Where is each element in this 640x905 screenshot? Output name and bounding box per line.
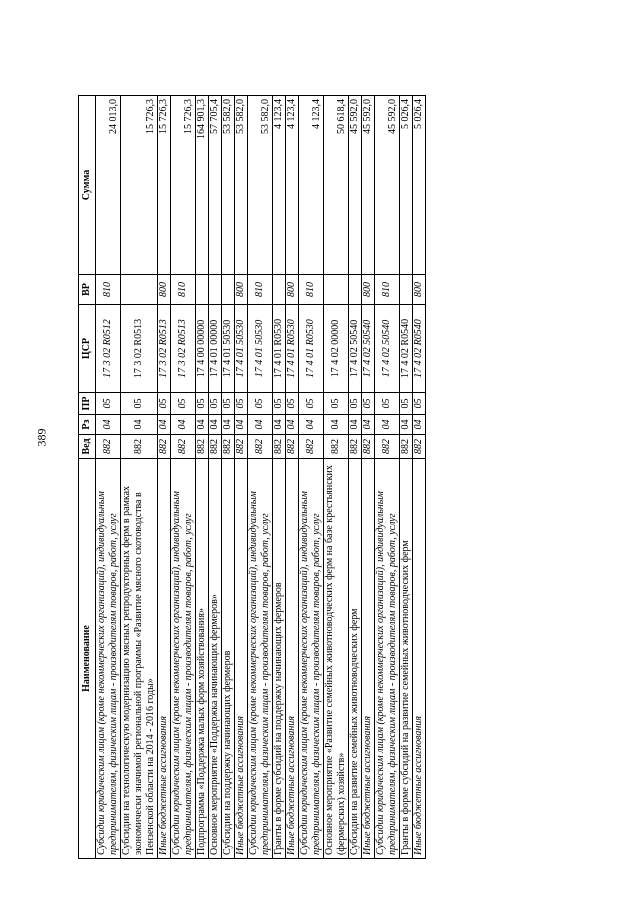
table-row xyxy=(171,96,196,859)
cell-pr: 05 xyxy=(299,393,324,415)
cell-vr: 810 xyxy=(375,275,400,305)
cell-name: Иные бюджетные ассигнования xyxy=(235,459,248,859)
header-csr: ЦСР xyxy=(79,305,96,393)
cell-csr: 17 4 01 R0530 xyxy=(299,305,324,393)
cell-rz: 04 xyxy=(235,415,248,435)
cell-pr: 05 xyxy=(349,393,362,415)
cell-sum: 15 726,3 xyxy=(171,96,196,275)
table-row xyxy=(299,96,324,859)
cell-rz: 04 xyxy=(196,415,209,435)
cell-csr: 17 4 01 50530 xyxy=(222,305,235,393)
table-row xyxy=(209,96,222,859)
cell-vr xyxy=(209,275,222,305)
cell-csr: 17 4 02 50540 xyxy=(349,305,362,393)
cell-rz: 04 xyxy=(209,415,222,435)
cell-ved: 882 xyxy=(375,435,400,459)
cell-pr: 05 xyxy=(324,393,349,415)
cell-csr: 17 3 02 R0513 xyxy=(158,305,171,393)
cell-ved: 882 xyxy=(286,435,299,459)
header-sum: Сумма xyxy=(79,96,96,275)
header-rz: Рз xyxy=(79,415,96,435)
cell-csr: 17 4 02 R0540 xyxy=(400,305,413,393)
cell-sum: 15 726,3 xyxy=(121,96,158,275)
cell-pr: 05 xyxy=(121,393,158,415)
cell-rz: 04 xyxy=(222,415,235,435)
cell-ved: 882 xyxy=(349,435,362,459)
cell-csr: 17 4 01 00000 xyxy=(209,305,222,393)
table-row xyxy=(222,96,235,859)
cell-vr: 810 xyxy=(299,275,324,305)
cell-pr: 05 xyxy=(248,393,273,415)
cell-name: Субсидии юридическим лицам (кроме некоммерческих организаций), индивидуальным предпринимателям, физическим лицам - производителям товаров, работ, услуг xyxy=(248,459,273,859)
cell-name: Иные бюджетные ассигнования xyxy=(286,459,299,859)
cell-sum: 50 618,4 xyxy=(324,96,349,275)
cell-rz: 04 xyxy=(299,415,324,435)
cell-pr: 05 xyxy=(222,393,235,415)
cell-sum: 4 123,4 xyxy=(299,96,324,275)
cell-rz: 04 xyxy=(400,415,413,435)
budget-table xyxy=(78,95,426,859)
cell-ved: 882 xyxy=(273,435,286,459)
cell-ved: 882 xyxy=(299,435,324,459)
table-row xyxy=(375,96,400,859)
cell-pr: 05 xyxy=(375,393,400,415)
table-row xyxy=(196,96,209,859)
table-row xyxy=(413,96,426,859)
cell-rz: 04 xyxy=(375,415,400,435)
cell-vr xyxy=(273,275,286,305)
cell-csr: 17 4 02 R0540 xyxy=(413,305,426,393)
cell-ved: 882 xyxy=(324,435,349,459)
table-row xyxy=(324,96,349,859)
cell-sum: 164 901,3 xyxy=(196,96,209,275)
cell-pr: 05 xyxy=(209,393,222,415)
cell-ved: 882 xyxy=(248,435,273,459)
cell-name: Субсидии юридическим лицам (кроме некоммерческих организаций), индивидуальным предпринимателям, физическим лицам - производителям товаров, работ, услуг xyxy=(96,459,121,859)
cell-csr: 17 4 02 00000 xyxy=(324,305,349,393)
cell-sum: 15 726,3 xyxy=(158,96,171,275)
cell-rz: 04 xyxy=(273,415,286,435)
cell-vr: 800 xyxy=(235,275,248,305)
cell-csr: 17 4 02 50540 xyxy=(375,305,400,393)
cell-name: Иные бюджетные ассигнования xyxy=(362,459,375,859)
cell-rz: 04 xyxy=(121,415,158,435)
cell-csr: 17 4 01 50530 xyxy=(248,305,273,393)
cell-rz: 04 xyxy=(362,415,375,435)
cell-rz: 04 xyxy=(248,415,273,435)
cell-sum: 53 582,0 xyxy=(222,96,235,275)
cell-sum: 5 026,4 xyxy=(400,96,413,275)
cell-ved: 882 xyxy=(400,435,413,459)
cell-csr: 17 4 02 50540 xyxy=(362,305,375,393)
cell-sum: 4 123,4 xyxy=(286,96,299,275)
cell-vr: 810 xyxy=(248,275,273,305)
cell-pr: 05 xyxy=(158,393,171,415)
cell-sum: 5 026,4 xyxy=(413,96,426,275)
cell-csr: 17 3 02 R0513 xyxy=(121,305,158,393)
cell-vr xyxy=(121,275,158,305)
table-row xyxy=(235,96,248,859)
table-row xyxy=(273,96,286,859)
cell-ved: 882 xyxy=(158,435,171,459)
cell-name: Гранты в форме субсидий на развитие семейных животноводческих ферм xyxy=(400,459,413,859)
cell-ved: 882 xyxy=(209,435,222,459)
cell-name: Иные бюджетные ассигнования xyxy=(413,459,426,859)
cell-rz: 04 xyxy=(413,415,426,435)
cell-vr: 800 xyxy=(286,275,299,305)
table-row xyxy=(96,96,121,859)
header-ved: Вед xyxy=(79,435,96,459)
cell-pr: 05 xyxy=(273,393,286,415)
cell-rz: 04 xyxy=(324,415,349,435)
cell-csr: 17 4 01 R0530 xyxy=(286,305,299,393)
cell-sum: 53 582,0 xyxy=(248,96,273,275)
cell-name: Основное мероприятие «Развитие семейных животноводческих ферм на базе крестьянских (фермерских) хозяйств» xyxy=(324,459,349,859)
cell-sum: 24 013,0 xyxy=(96,96,121,275)
cell-sum: 53 582,0 xyxy=(235,96,248,275)
table-row xyxy=(121,96,158,859)
cell-vr xyxy=(324,275,349,305)
cell-ved: 882 xyxy=(235,435,248,459)
table-row xyxy=(248,96,273,859)
cell-pr: 05 xyxy=(96,393,121,415)
cell-pr: 05 xyxy=(362,393,375,415)
cell-vr xyxy=(222,275,235,305)
table-row xyxy=(286,96,299,859)
cell-name: Субсидии на развитие семейных животноводческих ферм xyxy=(349,459,362,859)
table-row xyxy=(349,96,362,859)
cell-pr: 05 xyxy=(413,393,426,415)
rotated-table-container xyxy=(78,96,426,859)
cell-name: Субсидии на поддержку начинающих фермеров xyxy=(222,459,235,859)
cell-name: Гранты в форме субсидий на поддержку начинающих фермеров xyxy=(273,459,286,859)
table-row xyxy=(362,96,375,859)
header-vr: ВР xyxy=(79,275,96,305)
cell-name: Субсидии юридическим лицам (кроме некоммерческих организаций), индивидуальным предпринимателям, физическим лицам - производителям товаров, работ, услуг xyxy=(375,459,400,859)
cell-vr: 800 xyxy=(362,275,375,305)
cell-rz: 04 xyxy=(96,415,121,435)
cell-csr: 17 4 01 50530 xyxy=(235,305,248,393)
cell-vr xyxy=(196,275,209,305)
cell-csr: 17 4 00 00000 xyxy=(196,305,209,393)
cell-vr: 800 xyxy=(158,275,171,305)
cell-rz: 04 xyxy=(171,415,196,435)
cell-pr: 05 xyxy=(171,393,196,415)
cell-pr: 05 xyxy=(400,393,413,415)
cell-ved: 882 xyxy=(222,435,235,459)
cell-sum: 4 123,4 xyxy=(273,96,286,275)
cell-pr: 05 xyxy=(235,393,248,415)
cell-vr xyxy=(400,275,413,305)
cell-rz: 04 xyxy=(349,415,362,435)
table-row xyxy=(158,96,171,859)
cell-vr: 810 xyxy=(96,275,121,305)
table-body xyxy=(96,96,426,859)
cell-sum: 57 705,4 xyxy=(209,96,222,275)
cell-name: Подпрограмма «Поддержка малых форм хозяйствования» xyxy=(196,459,209,859)
cell-sum: 45 592,0 xyxy=(349,96,362,275)
cell-name: Субсидии юридическим лицам (кроме некоммерческих организаций), индивидуальным предпринимателям, физическим лицам - производителям товаров, работ, услуг xyxy=(171,459,196,859)
cell-rz: 04 xyxy=(158,415,171,435)
header-name: Наименование xyxy=(79,459,96,859)
cell-ved: 882 xyxy=(171,435,196,459)
page-number: 389 xyxy=(34,428,49,447)
cell-vr: 800 xyxy=(413,275,426,305)
cell-sum: 45 592,0 xyxy=(375,96,400,275)
cell-ved: 882 xyxy=(121,435,158,459)
header-pr: ПР xyxy=(79,393,96,415)
cell-pr: 05 xyxy=(286,393,299,415)
cell-csr: 17 4 01 R0530 xyxy=(273,305,286,393)
cell-vr: 810 xyxy=(171,275,196,305)
cell-ved: 882 xyxy=(96,435,121,459)
cell-pr: 05 xyxy=(196,393,209,415)
header-row xyxy=(79,96,96,859)
table-row xyxy=(400,96,413,859)
cell-name: Иные бюджетные ассигнования xyxy=(158,459,171,859)
cell-ved: 882 xyxy=(196,435,209,459)
cell-sum: 45 592,0 xyxy=(362,96,375,275)
cell-name: Основное мероприятие «Поддержка начинающих фермеров» xyxy=(209,459,222,859)
cell-csr: 17 3 02 R0512 xyxy=(96,305,121,393)
cell-csr: 17 3 02 R0513 xyxy=(171,305,196,393)
cell-name: Субсидии юридическим лицам (кроме некоммерческих организаций), индивидуальным предпринимателям, физическим лицам - производителям товаров, работ, услуг xyxy=(299,459,324,859)
cell-ved: 882 xyxy=(362,435,375,459)
cell-rz: 04 xyxy=(286,415,299,435)
cell-vr xyxy=(349,275,362,305)
cell-ved: 882 xyxy=(413,435,426,459)
cell-name: Субсидии на технологическую модернизацию мясных репродукторных ферм в рамках экономически значимой региональной программы «Развитие мясного скотоводства в Пензенской области на 2014 - 2016 годы» xyxy=(121,459,158,859)
